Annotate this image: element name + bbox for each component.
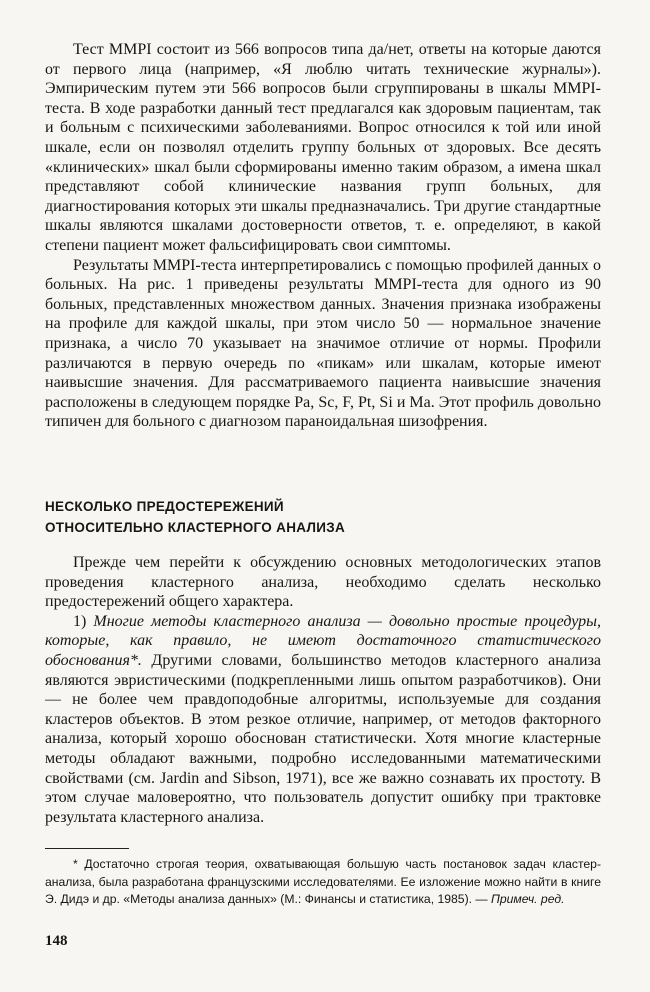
warning-1-number: 1) (73, 612, 94, 630)
paragraph-mmpi-description: Тест MMPI состоит из 566 вопросов типа да/нет, ответы на которые даются от первого лица (например, «Я люблю читать технические журналы»). Эмпирическим путем эти 566 вопросов были сгруппированы в шкалы MMPI-теста. В ходе разработки данный тест предлагался как здоровым пациентам, так и больным с психическими заболеваниями. Вопрос относился к той или иной шкале, если он позволял отделить группу больных от здоровых. Все десять «клинических» шкал были сформированы именно таким образом, а имена шкал представляют собой клинические названия групп больных, для диагностирования которых эти шкалы предназначались. Три другие стандартные шкалы являются шкалами достоверности ответов, т. е. определяют, в какой степени пациент может фальсифицировать свои симптомы. (45, 41, 601, 254)
footnote (45, 856, 601, 909)
paragraph-warning-1 (45, 612, 601, 828)
warning-1-explanation: Другими словами, большинство методов кластерного анализа являются эвристическими (подкрепленными лишь опытом разработчиков). Они — не более чем правдоподобные алгоритмы, используемые для создания кластеров объектов. В этом резкое отличие, например, от методов факторного анализа, который хорошо обоснован статистически. Хотя многие кластерные методы обладают важными, подробно исследованными математическими свойствами (см. Jardin and Sibson, 1971), все же важно сознавать их простоту. В этом случае маловероятно, что пользователь допустит ошибку при трактовке результата кластерного анализа. (45, 651, 601, 826)
section-heading-line-1: НЕСКОЛЬКО ПРЕДОСТЕРЕЖЕНИЙ (45, 499, 284, 514)
footnote-text: * Достаточно строгая теория, охватывающая большую часть постановок задач кластер-анализа, была разработана французскими исследователями. Ее изложение можно найти в книге Э. Дидэ и др. «Методы анализа данных» (М.: Финансы и статистика, 1985). — (45, 857, 601, 906)
section-heading (45, 496, 601, 538)
warning-1-italic-statement: Многие методы кластерного анализа — довольно простые процедуры, которые, как правило, не имеют достаточного статистического обоснования*. (45, 612, 601, 669)
paragraph-mmpi-results: Результаты MMPI-теста интерпретировались с помощью профилей данных о больных. На рис. 1 приведены результаты MMPI-теста для одного из 90 больных, представленных множеством данных. Значения признака изображены на профиле для каждой шкалы, при этом число 50 — нормальное значение признака, а число 70 указывает на значимое отличие от нормы. Профили различаются в первую очередь по «пикам» или шкалам, которые имеют наивысшие значения. Для рассматриваемого пациента наивысшие значения расположены в следующем порядке Pa, Sc, F, Pt, Si и Ma. Этот профиль довольно типичен для больного с диагнозом параноидальная шизофрения. (45, 256, 601, 431)
footnote-editor-note: Примеч. ред. (491, 892, 565, 906)
main-text-bottom (45, 553, 601, 827)
paragraph-warnings-intro: Прежде чем перейти к обсуждению основных методологических этапов проведения кластерного анализа, необходимо сделать несколько предостережений общего характера. (45, 554, 601, 611)
footnote-separator (45, 848, 129, 849)
section-heading-line-2: ОТНОСИТЕЛЬНО КЛАСТЕРНОГО АНАЛИЗА (45, 520, 346, 535)
main-text-top (45, 40, 601, 432)
page-number: 148 (45, 933, 68, 949)
